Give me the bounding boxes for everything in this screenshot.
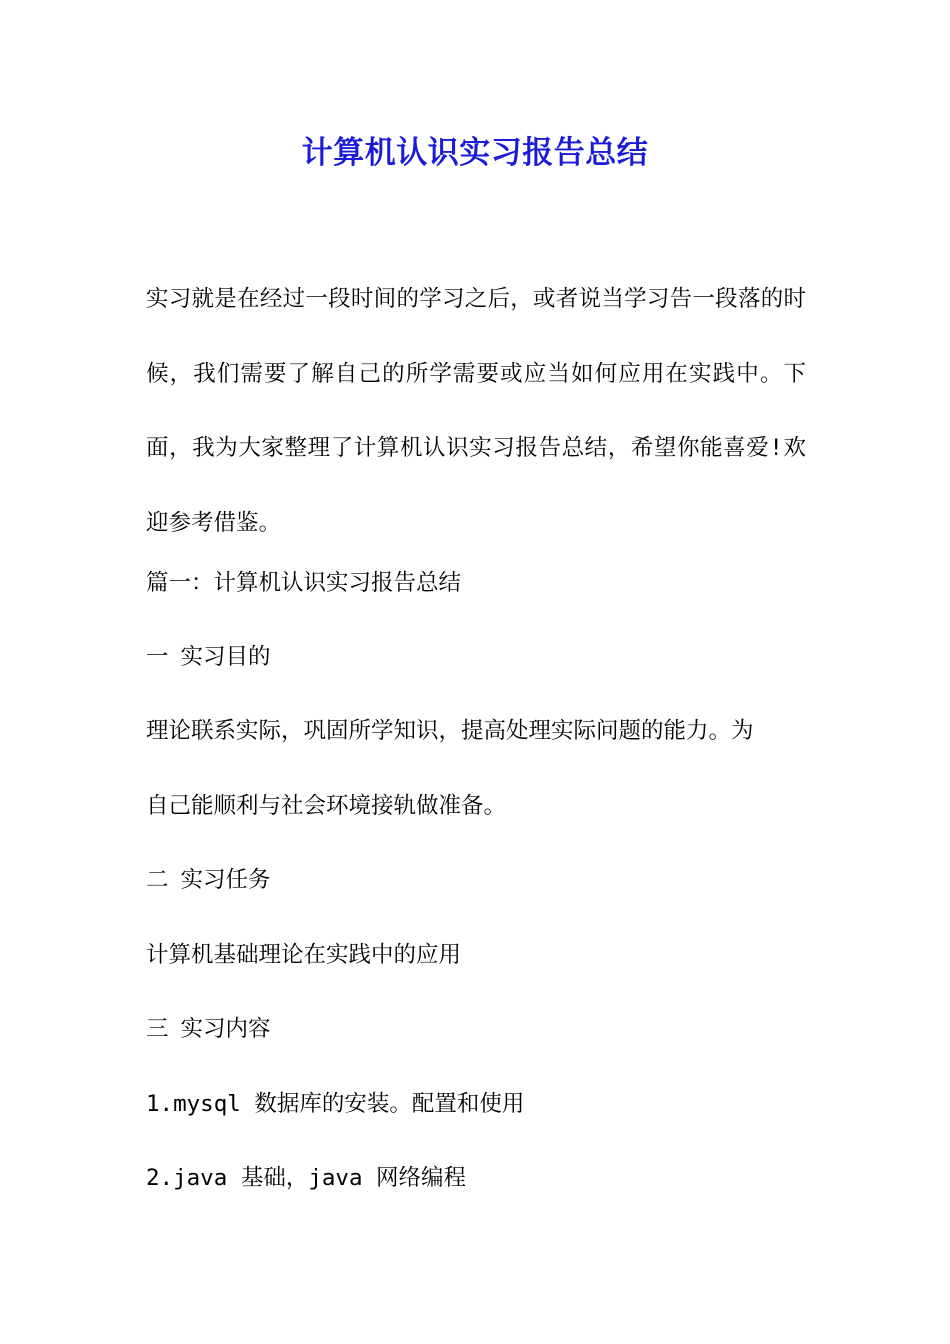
section-number-1: 一 (146, 644, 169, 670)
section-heading-3 (146, 1006, 806, 1052)
section-number-3: 三 (146, 1016, 169, 1042)
section2-text: 计算机基础理论在实践中的应用 (146, 942, 462, 968)
intro-paragraph: 实习就是在经过一段时间的学习之后，或者说当学习告一段落的时候，我们需要了解自己的所学需要或应当如何应用在实践中。下面，我为大家整理了计算机认识实习报告总结，希望你能喜爱!欢迎参考借鉴。 (146, 286, 806, 536)
part-heading: 篇一：计算机认识实习报告总结 (146, 570, 462, 596)
section-heading-1 (146, 634, 806, 680)
section-heading-2 (146, 857, 806, 903)
section3-item-2: 2.java 基础，java 网络编程 (146, 1165, 467, 1191)
section-title-2: 实习任务 (180, 867, 271, 893)
section-number-2: 二 (146, 867, 169, 893)
section-title-3: 实习内容 (180, 1016, 271, 1042)
section1-line-1: 理论联系实际，巩固所学知识，提高处理实际问题的能力。为 (146, 718, 754, 744)
section1-line-2: 自己能顺利与社会环境接轨做准备。 (146, 793, 507, 819)
section3-item-1: 1.mysql 数据库的安装。配置和使用 (146, 1091, 525, 1117)
document-title: 计算机认识实习报告总结 (301, 135, 649, 171)
section-title-1: 实习目的 (180, 644, 271, 670)
